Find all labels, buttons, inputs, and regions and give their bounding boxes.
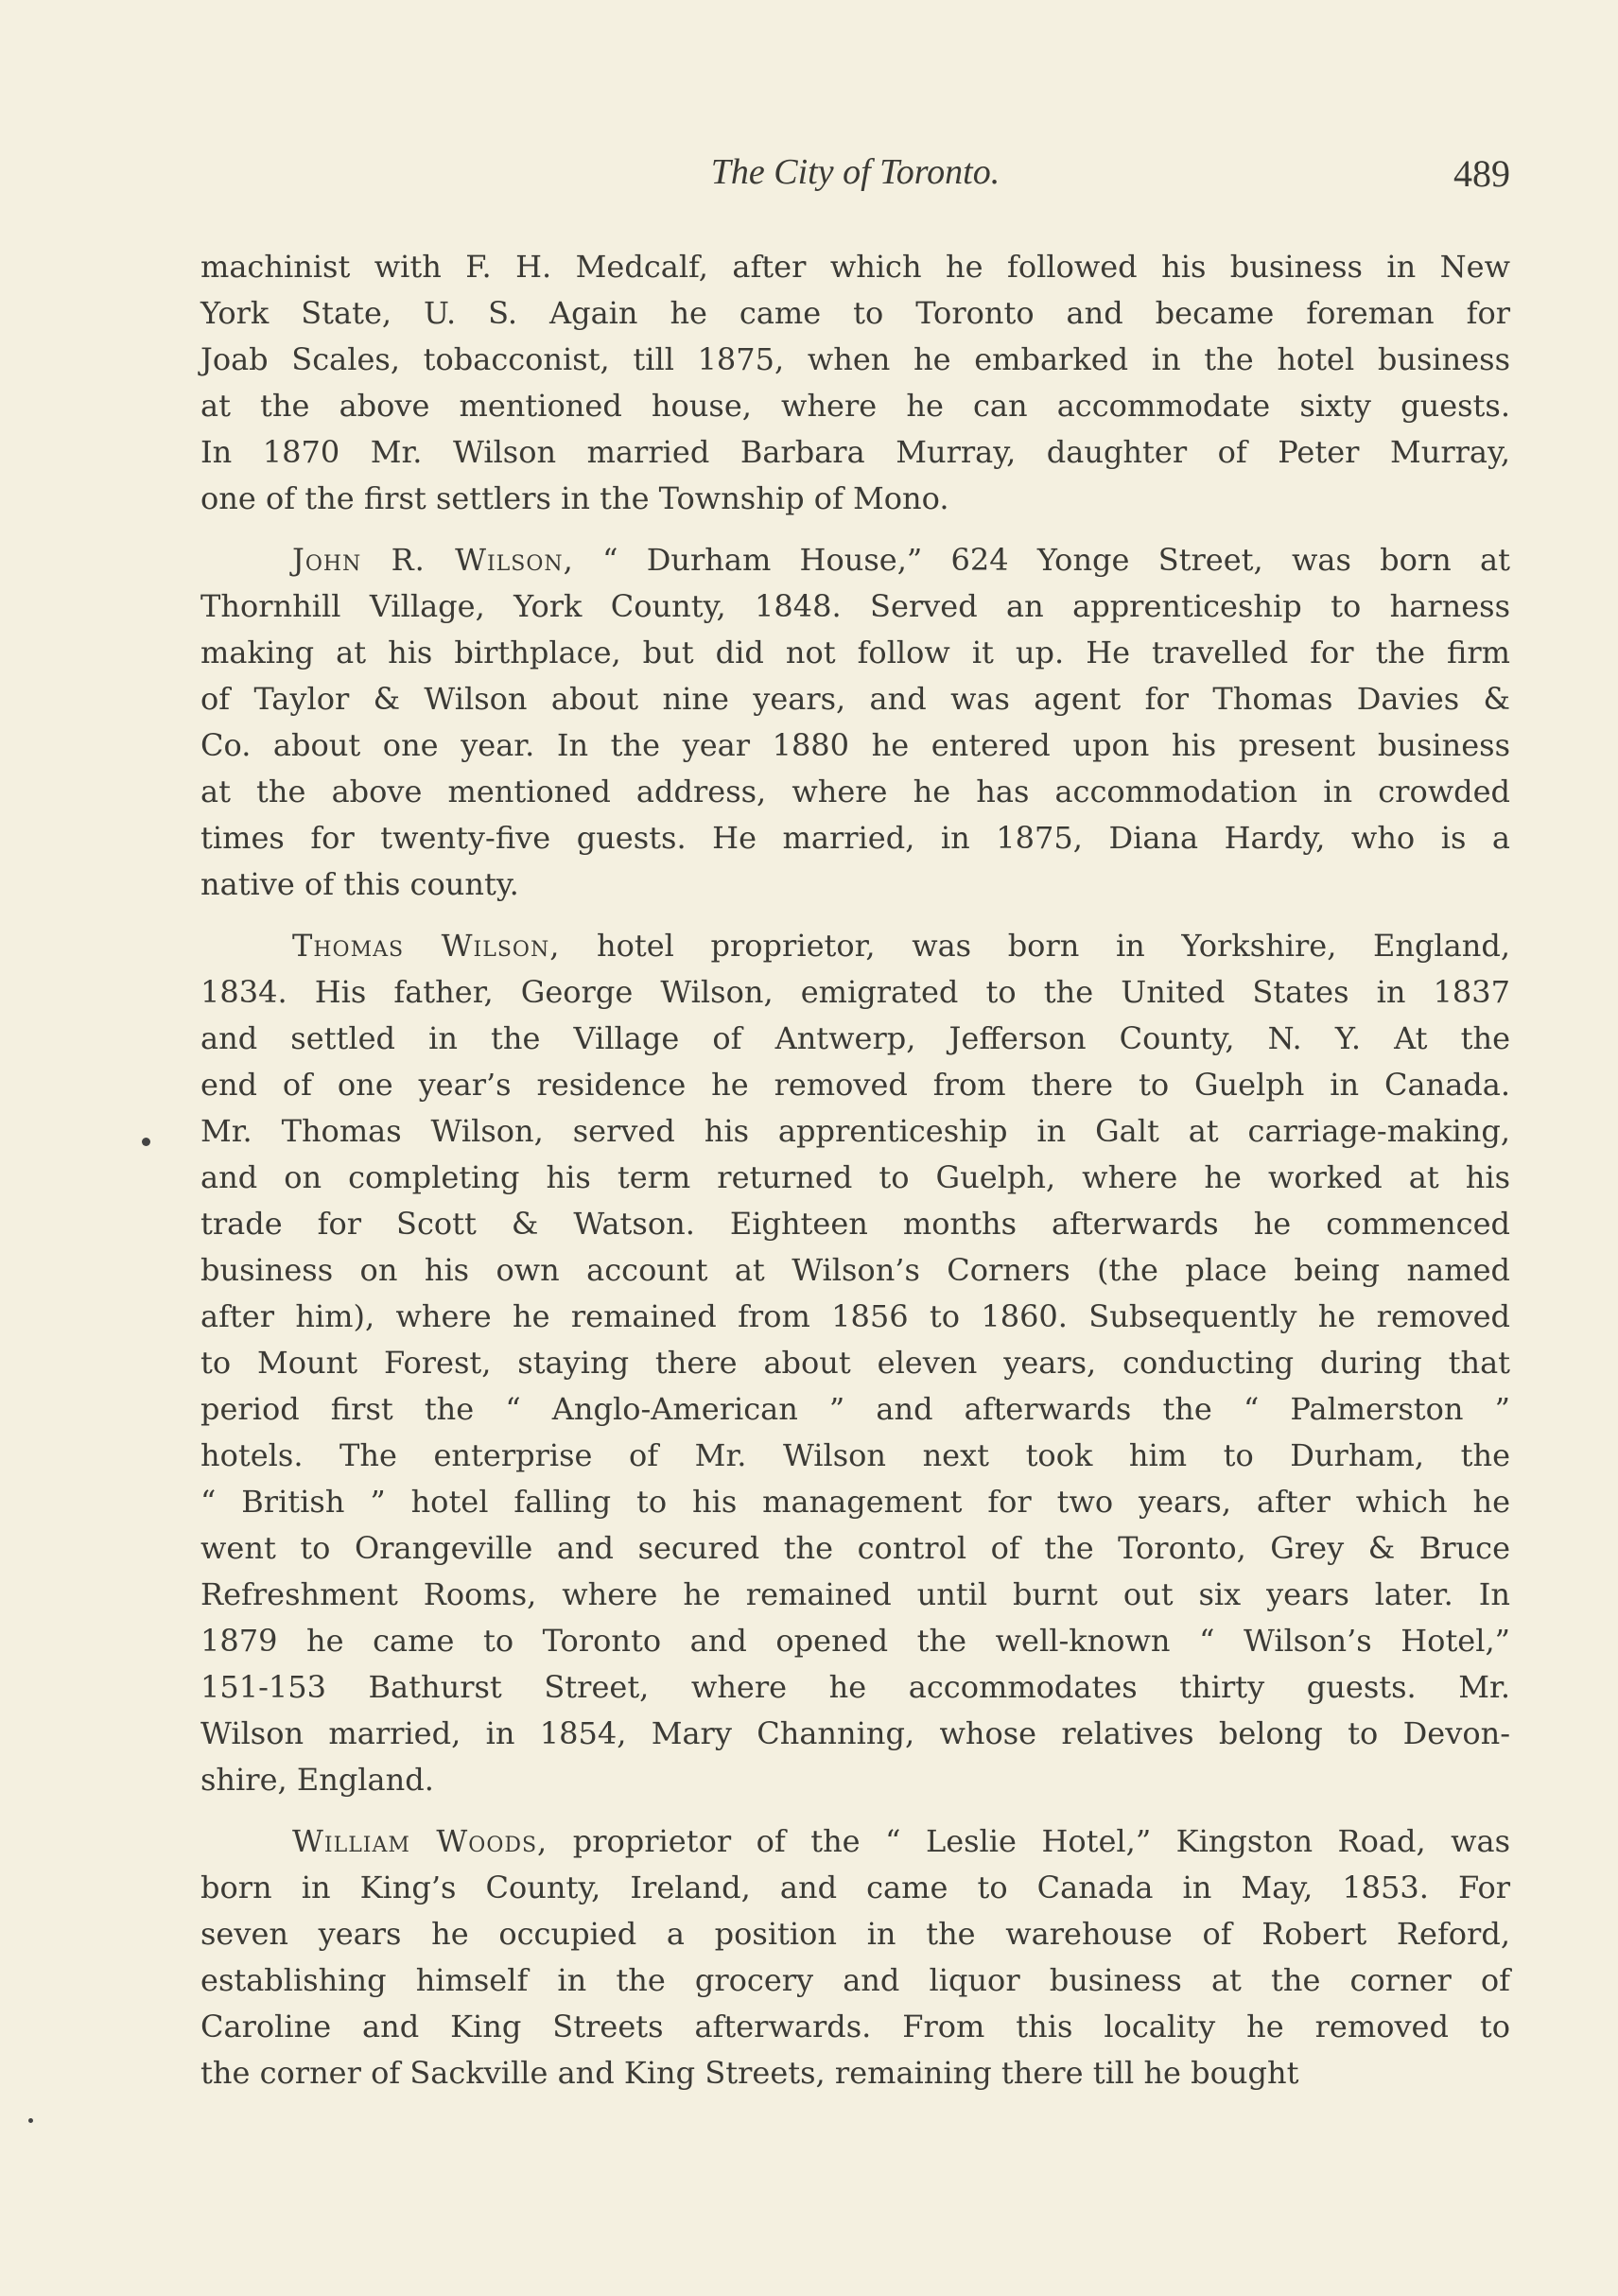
text-line: born in King’s County, Ireland, and came to Canada in May, 1853. For xyxy=(200,1870,1510,1905)
text-line: In 1870 Mr. Wilson married Barbara Murray, daughter of Peter Murray, xyxy=(200,434,1510,470)
text-line: one of the first settlers in the Township of Mono. xyxy=(200,480,949,516)
entry-text: machinist with F. H. Medcalf, after which he followed his business in New xyxy=(200,249,1510,285)
text-line: York State, U. S. Again he came to Toronto and became foreman for xyxy=(200,295,1510,331)
text-line xyxy=(200,244,1510,290)
text-line: business on his own account at Wilson’s Corners (the place being named xyxy=(200,1252,1510,1288)
text-line: “ British ” hotel falling to his management for two years, after which he xyxy=(200,1484,1510,1520)
text-line: to Mount Forest, staying there about eleven years, conducting during that xyxy=(200,1345,1510,1381)
text-line: 151-153 Bathurst Street, where he accommodates thirty guests. Mr. xyxy=(200,1669,1510,1705)
text-line: 1834. His father, George Wilson, emigrated to the United States in 1837 xyxy=(200,974,1510,1010)
text-line: trade for Scott & Watson. Eighteen months afterwards he commenced xyxy=(200,1206,1510,1242)
text-line xyxy=(200,537,1510,583)
page-header xyxy=(200,151,1510,208)
text-line: of Taylor & Wilson about nine years, and was agent for Thomas Davies & xyxy=(200,681,1510,717)
text-line: shire, England. xyxy=(200,1762,434,1798)
text-line: seven years he occupied a position in the warehouse of Robert Reford, xyxy=(200,1916,1510,1952)
entry-text: proprietor of the “ Leslie Hotel,” Kingston Road, was xyxy=(548,1823,1511,1859)
text-line: Joab Scales, tobacconist, till 1875, when he embarked in the hotel business xyxy=(200,341,1510,377)
entry-name: John R. Wilson, xyxy=(292,542,574,578)
text-line: 1879 he came to Toronto and opened the well-known “ Wilson’s Hotel,” xyxy=(200,1623,1510,1659)
text-line: times for twenty-five guests. He married, in 1875, Diana Hardy, who is a xyxy=(200,820,1510,856)
text-line: Wilson married, in 1854, Mary Channing, whose relatives belong to Devon- xyxy=(200,1715,1510,1751)
paragraph xyxy=(200,537,1510,908)
text-line: at the above mentioned house, where he can accommodate sixty guests. xyxy=(200,388,1510,424)
text-line: Mr. Thomas Wilson, served his apprenticeship in Galt at carriage-making, xyxy=(200,1113,1510,1149)
running-title: The City of Toronto. xyxy=(710,152,1000,192)
text-line xyxy=(200,923,1510,969)
text-line: at the above mentioned address, where he has accommodation in crowded xyxy=(200,774,1510,809)
text-line: end of one year’s residence he removed from there to Guelph in Canada. xyxy=(200,1067,1510,1103)
text-line: native of this county. xyxy=(200,866,519,902)
paragraph xyxy=(200,1818,1510,2096)
entry-text: “ Durham House,” 624 Yonge Street, was born at xyxy=(573,542,1510,578)
text-line: after him), where he remained from 1856 to 1860. Subsequently he removed xyxy=(200,1298,1510,1334)
text-line: establishing himself in the grocery and liquor business at the corner of xyxy=(200,1962,1510,1998)
text-line: the corner of Sackville and King Streets, remaining there till he bought xyxy=(200,2055,1299,2091)
scan-speck xyxy=(28,2118,33,2123)
text-line: and on completing his term returned to Guelph, where he worked at his xyxy=(200,1159,1510,1195)
text-line: Refreshment Rooms, where he remained until burnt out six years later. In xyxy=(200,1576,1510,1612)
text-line: period first the “ Anglo-American ” and afterwards the “ Palmerston ” xyxy=(200,1391,1510,1427)
text-line xyxy=(200,1818,1510,1865)
text-line: making at his birthplace, but did not follow it up. He travelled for the firm xyxy=(200,635,1510,670)
text-line: Co. about one year. In the year 1880 he entered upon his present business xyxy=(200,727,1510,763)
page-number: 489 xyxy=(1453,152,1510,195)
scan-speck xyxy=(142,1138,150,1146)
text-line: Thornhill Village, York County, 1848. Served an apprenticeship to harness xyxy=(200,588,1510,624)
entry-text: hotel proprietor, was born in Yorkshire, England, xyxy=(560,928,1511,964)
text-line: went to Orangeville and secured the control of the Toronto, Grey & Bruce xyxy=(200,1530,1510,1566)
entry-name: Thomas Wilson, xyxy=(292,928,561,964)
text-line: hotels. The enterprise of Mr. Wilson next took him to Durham, the xyxy=(200,1437,1510,1473)
body-text xyxy=(200,244,1510,2112)
paragraph xyxy=(200,923,1510,1803)
text-line: Caroline and King Streets afterwards. From this locality he removed to xyxy=(200,2009,1510,2044)
text-line: and settled in the Village of Antwerp, Jefferson County, N. Y. At the xyxy=(200,1020,1510,1056)
paragraph xyxy=(200,244,1510,522)
entry-name: William Woods, xyxy=(292,1823,548,1859)
